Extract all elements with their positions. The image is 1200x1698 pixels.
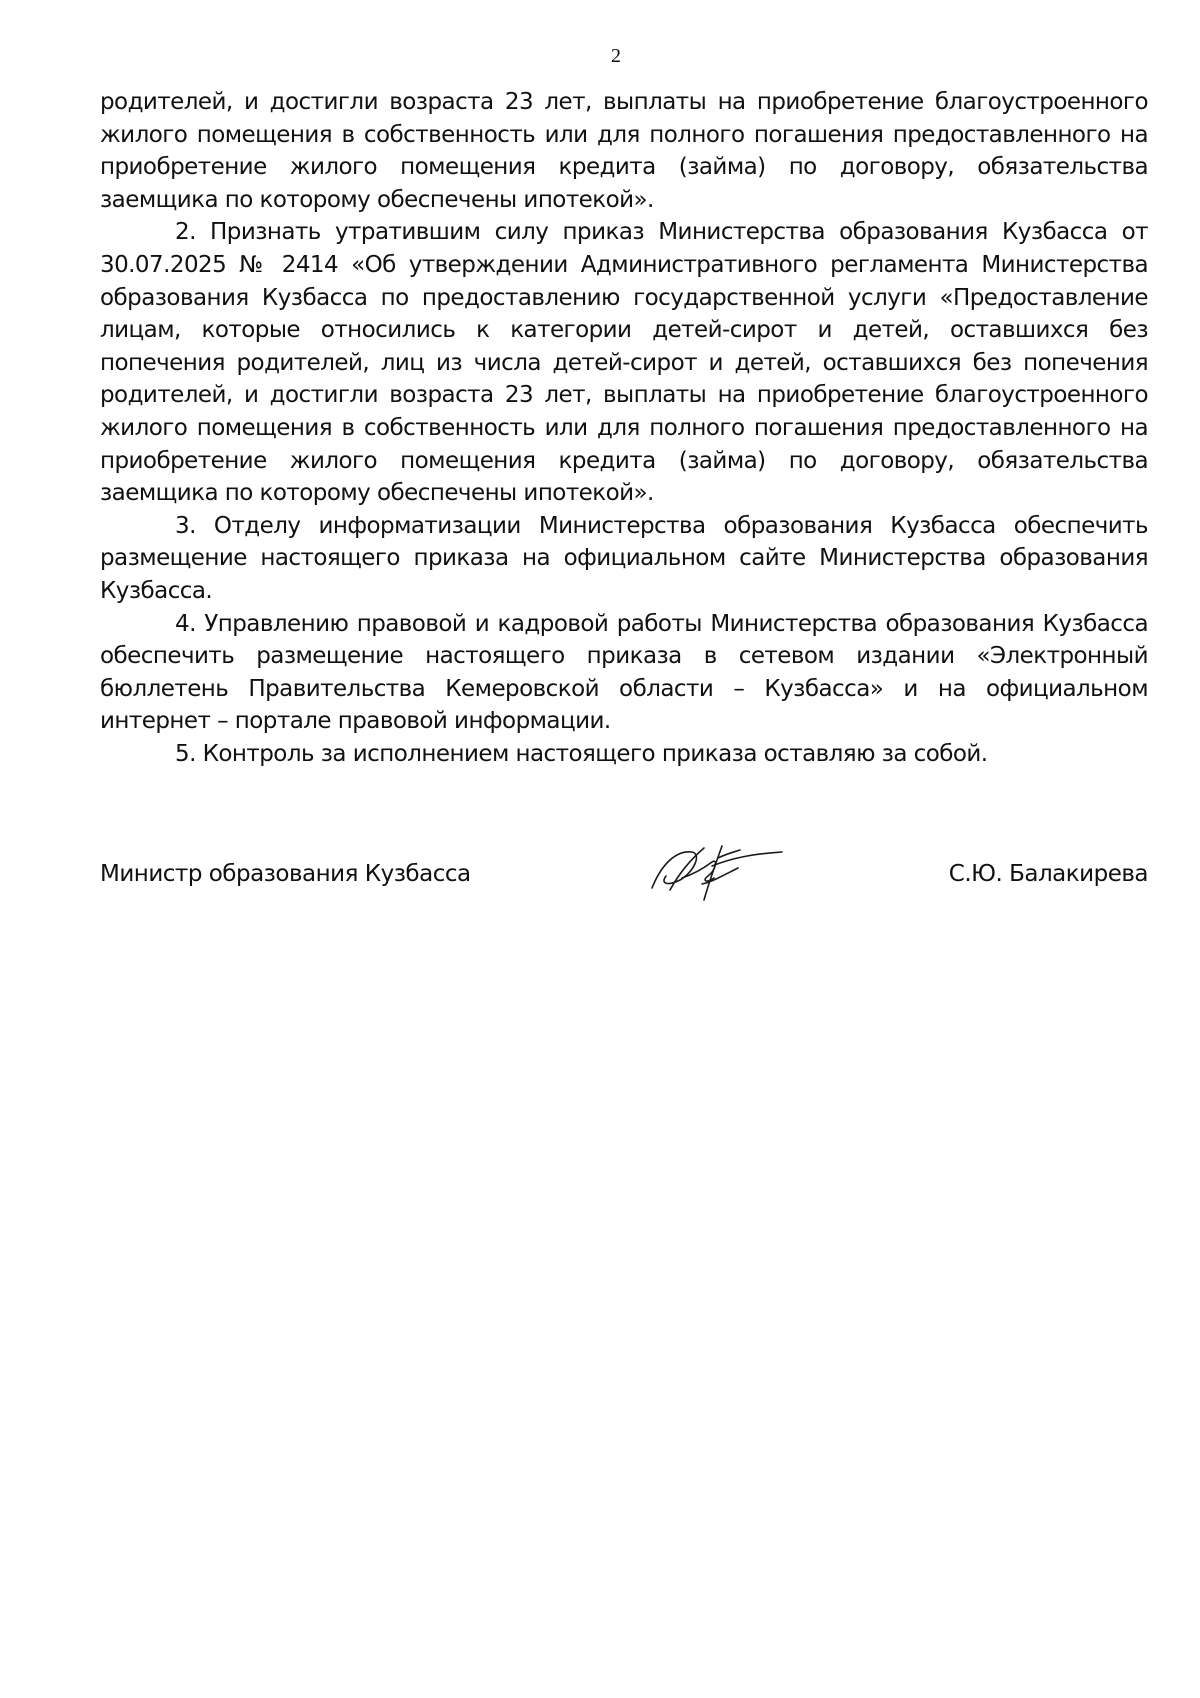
paragraph-continuation: родителей, и достигли возраста 23 лет, выплаты на приобретение благоустроенного жилого помещения в собственность или для полного погашения предоставленного на приобретение жилого помещения кредита (займа) по договору, обязательства заемщика по которому обеспечены ипотекой». (100, 89, 1148, 213)
paragraph-item-4: 4. Управлению правовой и кадровой работы Министерства образования Кузбасса обеспечить размещение настоящего приказа в сетевом издании «Электронный бюллетень Правительства Кемеровской области – Кузбасса» и на официальном интернет – портале правовой информации. (100, 610, 1148, 735)
paragraph-item-3: 3. Отделу информатизации Министерства образования Кузбасса обеспечить размещение настоящего приказа на официальном сайте Министерства образования Кузбасса. (100, 512, 1148, 604)
page-number: 2 (611, 45, 621, 67)
document-body (100, 86, 1148, 770)
signer-name: С.Ю. Балакирева (948, 861, 1148, 887)
handwritten-signature-icon (642, 828, 792, 918)
signer-position: Министр образования Кузбасса (100, 861, 471, 887)
signature-block (100, 858, 1148, 938)
paragraph-item-2: 2. Признать утратившим силу приказ Министерства образования Кузбасса от 30.07.2025 № 2414 «Об утверждении Административного регламента Министерства образования Кузбасса по предоставлению государственной услуги «Предоставление лицам, которые относились к категории детей-сирот и детей, оставшихся без попечения родителей, лиц из числа детей-сирот и детей, оставшихся без попечения родителей, и достигли возраста 23 лет, выплаты на приобретение благоустроенного жилого помещения в собственность или для полного погашения предоставленного на приобретение жилого помещения кредита (займа) по договору, обязательства заемщика по которому обеспечены ипотекой». (100, 219, 1148, 507)
paragraph-item-5: 5. Контроль за исполнением настоящего приказа оставляю за собой. (175, 740, 988, 767)
